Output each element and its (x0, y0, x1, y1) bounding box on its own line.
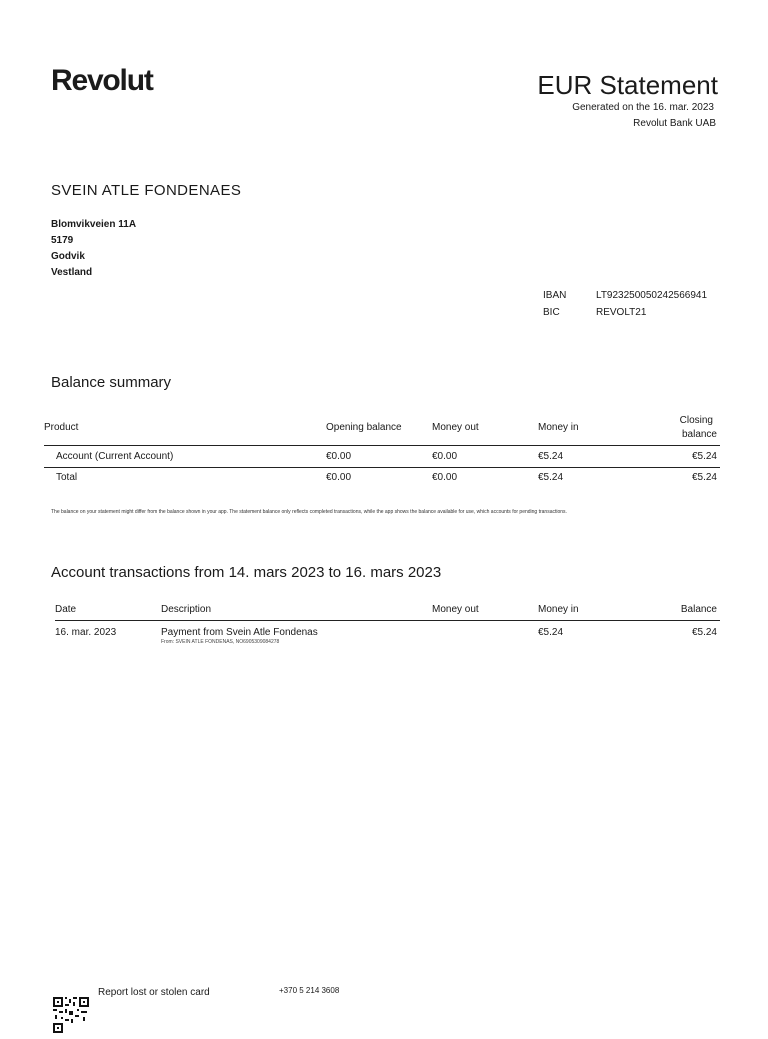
cell-product: Total (56, 471, 78, 483)
address-line: Godvik (51, 251, 85, 262)
transactions-title: Account transactions from 14. mars 2023 to 16. mars 2023 (51, 564, 442, 581)
cell-money-out: €0.00 (432, 450, 458, 462)
statement-title: EUR Statement (537, 70, 718, 100)
table-header-row (44, 411, 720, 445)
col-header-date: Date (55, 604, 77, 616)
iban-label: IBAN (543, 290, 567, 301)
address-line: 5179 (51, 235, 74, 246)
col-header-closing (644, 411, 720, 445)
table-header-row (55, 600, 720, 620)
support-phone: +370 5 214 3608 (279, 986, 340, 995)
address-line: Vestland (51, 267, 93, 278)
col-header-balance: Balance (680, 604, 717, 616)
iban-value: LT923250050242566941 (596, 290, 708, 301)
bic-value: REVOLT21 (596, 307, 647, 318)
cell-opening: €0.00 (326, 450, 352, 462)
cell-money-out: €0.00 (432, 471, 458, 483)
closing-label-1: Closing (679, 414, 713, 426)
description-text: Payment from Svein Atle Fondenas (161, 626, 318, 638)
customer-address (51, 217, 136, 281)
cell-money-in: €5.24 (538, 471, 564, 483)
col-header-money-in: Money in (538, 422, 579, 434)
table-row (55, 620, 720, 648)
customer-name: SVEIN ATLE FONDENAES (51, 182, 242, 199)
report-lost-card: Report lost or stolen card (98, 987, 210, 998)
balance-summary-title: Balance summary (51, 374, 172, 391)
transactions-table (55, 600, 720, 648)
revolut-logo: Revolut (51, 64, 153, 97)
iban-row (543, 290, 707, 307)
generated-date: Generated on the 16. mar. 2023 (572, 102, 714, 113)
col-header-opening: Opening balance (326, 422, 402, 434)
cell-description (161, 620, 432, 648)
bic-row (543, 307, 707, 324)
description-detail: From: SVEIN ATLE FONDENAS, NO6905309084278 (161, 638, 280, 645)
closing-label-2: balance (681, 428, 717, 440)
cell-money-out (432, 620, 538, 648)
col-header-product: Product (44, 422, 79, 434)
cell-closing: €5.24 (691, 471, 717, 483)
cell-opening: €0.00 (326, 471, 352, 483)
cell-closing: €5.24 (691, 450, 717, 462)
cell-date: 16. mar. 2023 (55, 626, 117, 638)
balance-summary-table (44, 411, 720, 487)
col-header-money-out: Money out (432, 422, 479, 434)
col-header-money-in: Money in (538, 604, 579, 616)
bank-details (543, 290, 707, 324)
cell-money-in: €5.24 (538, 450, 564, 462)
cell-product: Account (Current Account) (56, 450, 174, 462)
cell-money-in: €5.24 (538, 626, 564, 638)
col-header-description: Description (161, 604, 212, 616)
address-line: Blomvikveien 11A (51, 219, 137, 230)
table-row (44, 445, 720, 467)
col-header-money-out: Money out (432, 604, 479, 616)
bank-name: Revolut Bank UAB (633, 118, 716, 129)
qr-code (52, 996, 90, 1034)
bic-label: BIC (543, 307, 560, 318)
balance-note: The balance on your statement might differ from the balance shown in your app. The statement balance only reflects completed transactions, while the app shows the balance available for use, which accounts for pending transactions. (51, 509, 567, 515)
cell-balance: €5.24 (691, 626, 717, 638)
table-row (44, 467, 720, 487)
